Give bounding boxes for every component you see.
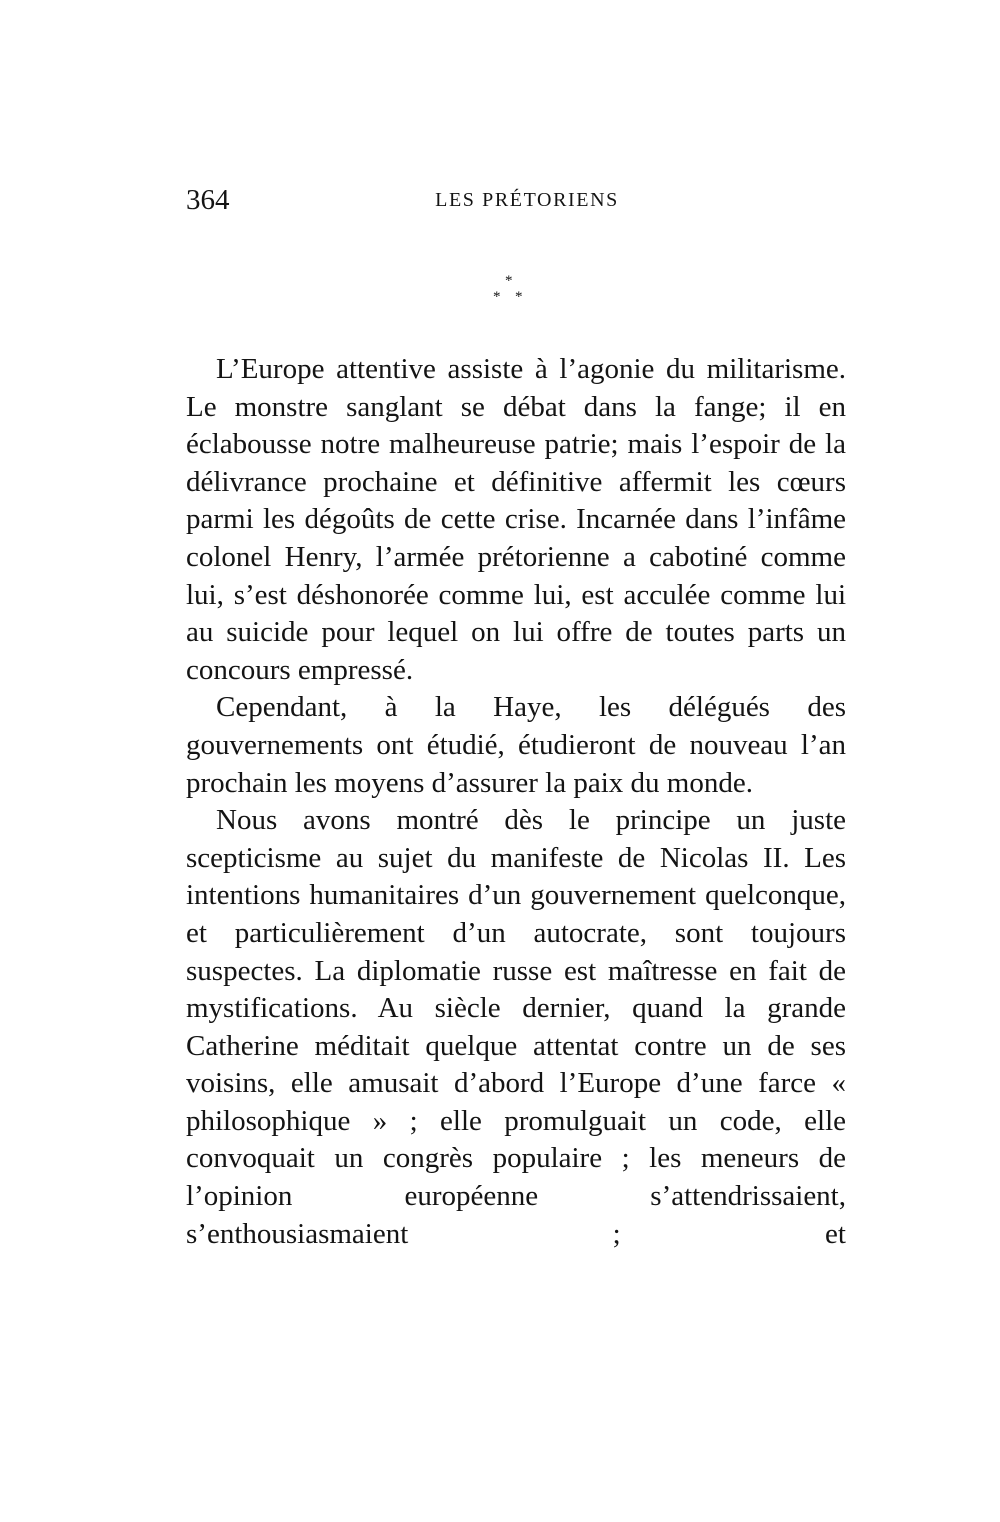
running-title: LES PRÉTORIENS <box>435 189 619 211</box>
asterism-ornament <box>488 270 538 310</box>
asterism-star: * <box>515 289 523 305</box>
body-text <box>186 351 846 1253</box>
page-number: 364 <box>186 184 230 216</box>
asterism-star: * <box>505 273 513 289</box>
paragraph: Nous avons montré dès le principe un juste scepticisme au sujet du manifeste de Nicolas II. Les intentions humanitaires d’un gouvernement quelconque, et particulièrement d’un autocrate, sont toujours suspectes. La diplomatie russe est maîtresse en fait de mystifications. Au siècle dernier, quand la grande Catherine méditait quelque attentat contre un de ses voisins, elle amusait d’abord l’Europe d’une farce « philosophique » ; elle promulguait un code, elle convoquait un congrès populaire ; les meneurs de l’opinion européenne s’attendrissaient, s’enthousiasmaient ; et <box>186 804 846 1250</box>
paragraph: Cependant, à la Haye, les délégués des gouvernements ont étudié, étudieront de nouveau l’an prochain les moyens d’assurer la paix du monde. <box>186 691 846 799</box>
running-head <box>186 180 846 220</box>
paragraph: L’Europe attentive assiste à l’agonie du militarisme. Le monstre sanglant se débat dans la fange; il en éclabousse notre malheureuse patrie; mais l’espoir de la délivrance prochaine et définitive affermit les cœurs parmi les dégoûts de cette crise. Incarnée dans l’infâme colonel Henry, l’armée prétorienne a cabotiné comme lui, s’est déshonorée comme lui, est acculée comme lui au suicide pour lequel on lui offre de toutes parts un concours empressé. <box>186 353 846 686</box>
asterism-star: * <box>493 289 501 305</box>
